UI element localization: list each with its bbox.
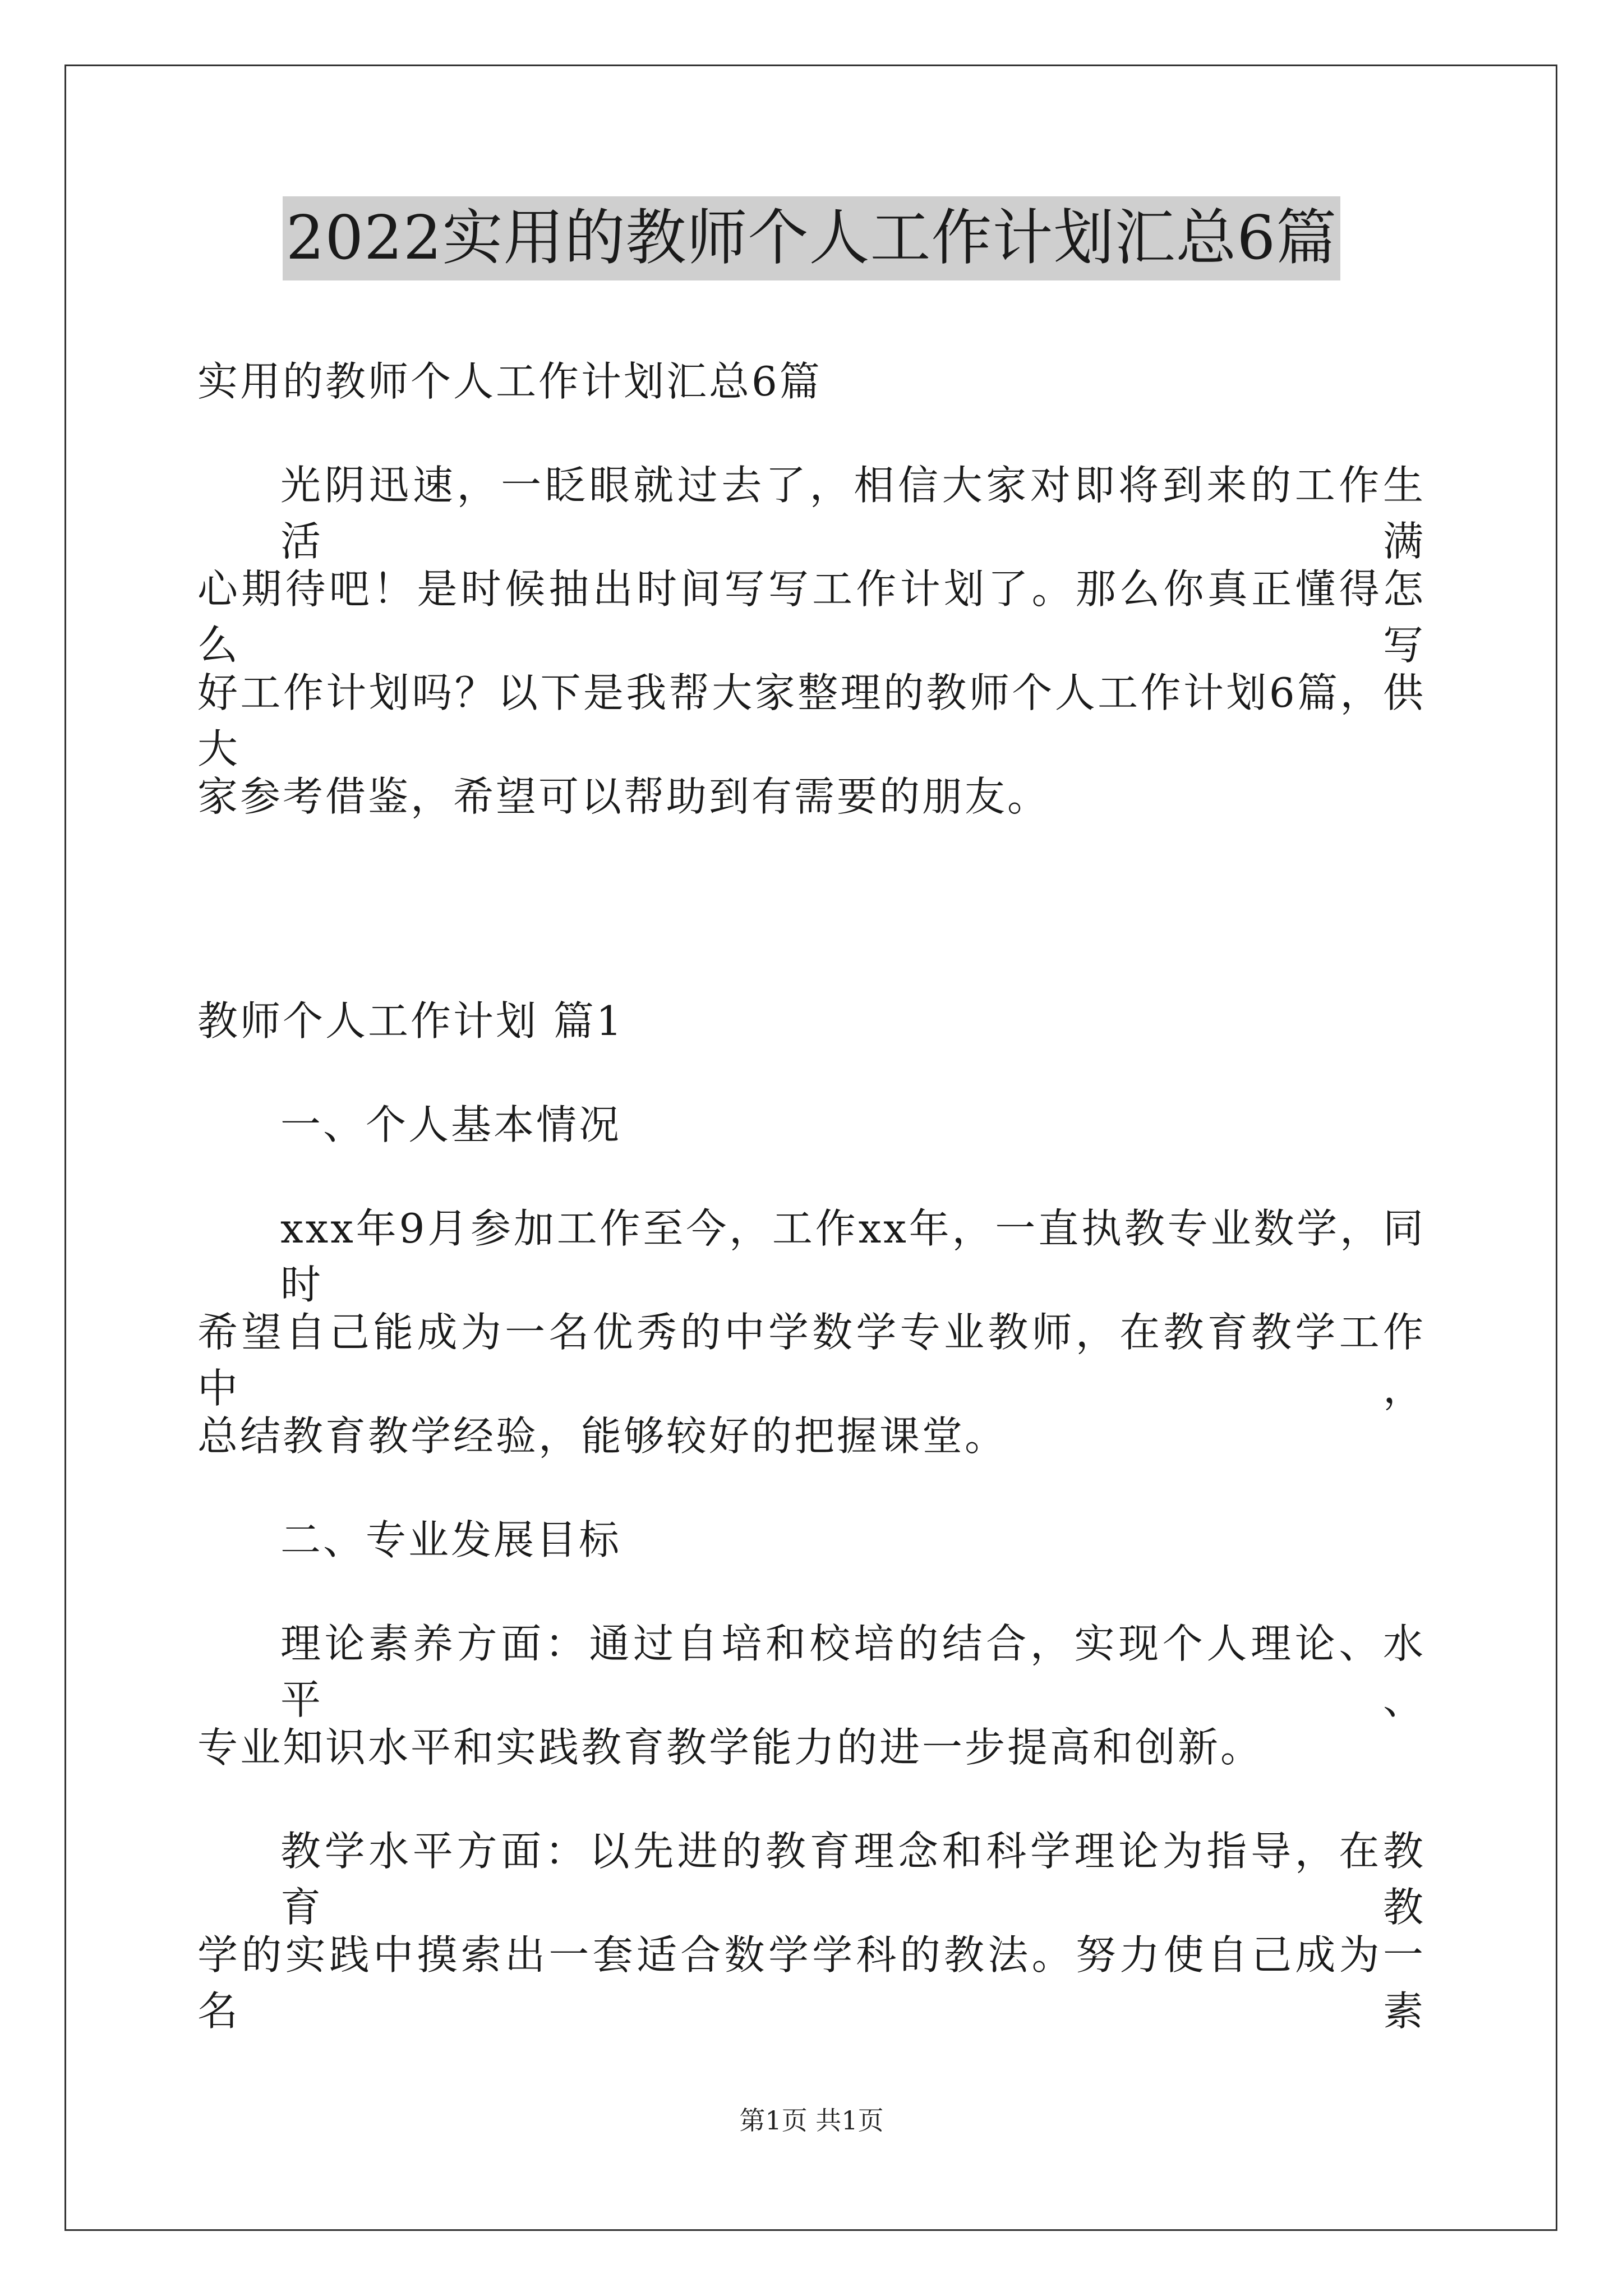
section-heading: 教师个人工作计划 篇1 — [197, 997, 624, 1045]
intro-line: 好工作计划吗？以下是我帮大家整理的教师个人工作计划6篇，供大 — [197, 669, 1426, 772]
intro-line: 光阴迅速，一眨眼就过去了，相信大家对即将到来的工作生活满 — [280, 462, 1426, 565]
paragraph-line: xxx年9月参加工作至今，工作xx年，一直执教专业数学，同时 — [280, 1205, 1426, 1308]
document-subtitle: 实用的教师个人工作计划汇总6篇 — [197, 358, 822, 405]
paragraph-line: 总结教育教学经验，能够较好的把握课堂。 — [197, 1412, 1008, 1460]
paragraph-line: 理论素养方面：通过自培和校培的结合，实现个人理论、水平、 — [280, 1620, 1426, 1723]
paragraph-line: 专业知识水平和实践教育教学能力的进一步提高和创新。 — [197, 1724, 1264, 1771]
page-footer: 第1页 共1页 — [739, 2105, 884, 2136]
intro-line: 心期待吧！是时候抽出时间写写工作计划了。那么你真正懂得怎么写 — [197, 565, 1426, 669]
title-container — [0, 196, 1623, 280]
paragraph-line: 学的实践中摸索出一套适合数学学科的教法。努力使自己成为一名素 — [197, 1931, 1426, 2035]
heading-basic-info: 一、个人基本情况 — [280, 1101, 622, 1148]
intro-line: 家参考借鉴，希望可以帮助到有需要的朋友。 — [197, 773, 1050, 820]
paragraph-line: 教学水平方面：以先进的教育理念和科学理论为指导，在教育教 — [280, 1828, 1426, 1931]
paragraph-line: 希望自己能成为一名优秀的中学数学专业教师，在教育教学工作中， — [197, 1309, 1426, 1412]
heading-development-goals: 二、专业发展目标 — [280, 1516, 622, 1563]
document-title: 2022实用的教师个人工作计划汇总6篇 — [283, 196, 1341, 280]
